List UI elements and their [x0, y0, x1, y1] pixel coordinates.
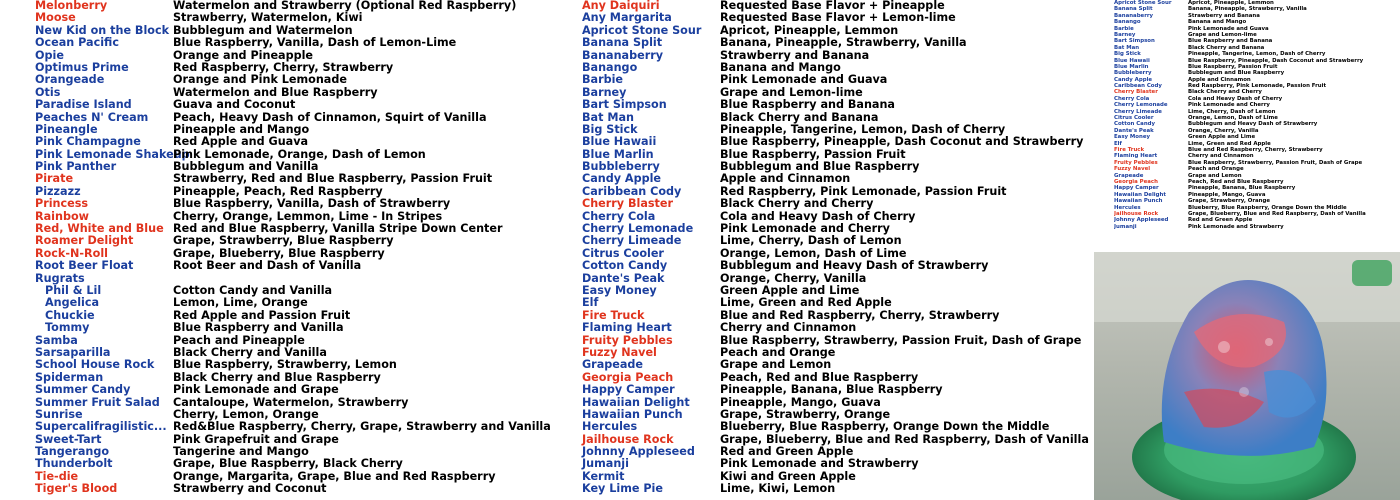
flavor-name: Barney — [582, 85, 627, 99]
flavor-name: Dante's Peak — [1114, 127, 1154, 134]
flavor-name: Grapeade — [582, 358, 643, 372]
flavor-description: Pineapple, Mango, Guava — [1188, 191, 1266, 198]
flavor-row — [1114, 224, 1400, 230]
flavor-description: Blue Raspberry, Strawberry, Passion Fruit, Dash of Grape — [720, 333, 1082, 347]
flavor-name: Happy Camper — [1114, 185, 1159, 192]
flavor-description: Red and Green Apple — [720, 445, 854, 459]
flavor-description: Blue and Red Raspberry, Cherry, Strawberry — [720, 308, 1000, 322]
flavor-row — [35, 359, 575, 371]
flavor-name: Pink Panther — [35, 160, 117, 174]
flavor-description: Pink Lemonade and Cherry — [720, 222, 890, 236]
flavor-row — [35, 297, 575, 309]
flavor-name: Pizzazz — [35, 184, 81, 198]
flavor-description: Blue Raspberry, Passion Fruit — [1188, 63, 1278, 70]
flavor-name: Ocean Pacific — [35, 36, 119, 50]
flavor-name: Opie — [35, 48, 64, 62]
flavor-name: Easy Money — [1114, 134, 1150, 141]
flavor-name: Flaming Heart — [1114, 153, 1158, 160]
flavor-name: Otis — [35, 85, 61, 99]
flavor-row — [35, 483, 575, 495]
flavor-name: Elf — [1114, 140, 1122, 147]
flavor-row — [582, 347, 1087, 359]
flavor-description: Lime, Cherry, Dash of Lemon — [720, 234, 902, 248]
flavor-name: Princess — [35, 197, 89, 211]
flavor-name: Chuckie — [45, 308, 95, 322]
flavor-list-column-2 — [582, 0, 1087, 496]
flavor-description: Banana, Pineapple, Strawberry, Vanilla — [1188, 6, 1307, 13]
flavor-description: Pink Lemonade and Guava — [720, 73, 888, 87]
flavor-row — [582, 136, 1087, 148]
flavor-name: Barbie — [1114, 25, 1134, 32]
flavor-description: Blue Raspberry, Vanilla, Dash of Lemon-Lime — [173, 36, 457, 50]
flavor-row — [582, 322, 1087, 334]
flavor-description: Blue Raspberry and Banana — [720, 98, 895, 112]
flavor-description: Kiwi and Green Apple — [720, 469, 856, 483]
flavor-name: Kermit — [582, 469, 625, 483]
flavor-description: Root Beer and Dash of Vanilla — [173, 259, 362, 273]
flavor-row — [582, 198, 1087, 210]
flavor-name: Cotton Candy — [582, 259, 668, 273]
flavor-description: Red&Blue Raspberry, Cherry, Grape, Strawberry and Vanilla — [173, 420, 551, 434]
flavor-name: Barney — [1114, 31, 1136, 38]
flavor-row — [582, 483, 1087, 495]
flavor-row — [582, 260, 1087, 272]
flavor-description: Orange, Margarita, Grape, Blue and Red Raspberry — [173, 469, 496, 483]
flavor-name: Fuzzy Navel — [582, 345, 657, 359]
flavor-name: Fruity Pebbles — [1114, 159, 1158, 166]
flavor-name: Bat Man — [582, 110, 634, 124]
flavor-name: Banango — [582, 60, 638, 74]
flavor-description: Peach and Orange — [1188, 166, 1244, 173]
flavor-name: Fuzzy Navel — [1114, 166, 1151, 173]
flavor-description: Pink Lemonade and Grape — [173, 383, 339, 397]
flavor-name: Peaches N' Cream — [35, 110, 149, 124]
flavor-name: Spiderman — [35, 370, 104, 384]
flavor-name: Optimus Prime — [35, 60, 129, 74]
flavor-description: Apple and Cinnamon — [720, 172, 851, 186]
flavor-description: Orange and Pineapple — [173, 48, 314, 62]
flavor-description: Red Raspberry, Pink Lemonade, Passion Fruit — [720, 184, 1007, 198]
flavor-description: Red and Green Apple — [1188, 217, 1253, 224]
flavor-description: Red Raspberry, Cherry, Strawberry — [173, 60, 394, 74]
flavor-row — [35, 198, 575, 210]
flavor-name: Banango — [1114, 19, 1141, 26]
flavor-description: Red Apple and Guava — [173, 135, 309, 149]
flavor-description: Grape, Strawberry, Orange — [1188, 198, 1270, 205]
flavor-name: Apricot Stone Sour — [1114, 0, 1172, 6]
flavor-name: School House Rock — [35, 358, 155, 372]
flavor-description: Red Raspberry, Pink Lemonade, Passion Fruit — [1188, 83, 1327, 90]
flavor-name: Fire Truck — [1114, 146, 1145, 153]
flavor-description: Grape and Lemon-lime — [720, 85, 863, 99]
flavor-description: Pink Lemonade and Guava — [1188, 25, 1269, 32]
flavor-name: Flaming Heart — [582, 321, 672, 335]
flavor-description: Peach, Heavy Dash of Cinnamon, Squirt of Vanilla — [173, 110, 487, 124]
flavor-list-column-1 — [35, 0, 575, 496]
flavor-name: Blue Marlin — [1114, 63, 1149, 70]
flavor-row — [35, 12, 575, 24]
flavor-name: Orangeade — [35, 73, 105, 87]
flavor-name: Rock-N-Roll — [35, 246, 108, 260]
flavor-name: Sarsaparilla — [35, 345, 111, 359]
flavor-description: Grape, Blue Raspberry, Black Cherry — [173, 457, 403, 471]
flavor-name: Any Daiquiri — [582, 0, 660, 12]
flavor-name: Cherry Limeade — [1114, 108, 1162, 115]
flavor-name: Jumanji — [582, 457, 629, 471]
flavor-description: Bubblegum and Watermelon — [173, 23, 353, 37]
flavor-name: Cherry Lemonade — [1114, 102, 1168, 109]
flavor-description: Lime, Kiwi, Lemon — [720, 482, 836, 496]
flavor-description: Lime, Cherry, Dash of Lemon — [1188, 108, 1276, 115]
flavor-description: Blue Raspberry, Pineapple, Dash Coconut and Strawberry — [1188, 57, 1364, 64]
flavor-row — [35, 260, 575, 272]
flavor-name: Dante's Peak — [582, 271, 665, 285]
flavor-name: Bananaberry — [1114, 12, 1154, 19]
flavor-description: Strawberry and Coconut — [173, 482, 327, 496]
flavor-description: Orange, Cherry, Vanilla — [720, 271, 867, 285]
snow-cone-photo — [1094, 252, 1400, 500]
flavor-name: Bubbleberry — [1114, 70, 1152, 77]
flavor-description: Pineapple, Banana, Blue Raspberry — [1188, 185, 1296, 192]
flavor-description: Pineapple and Mango — [173, 122, 310, 136]
flavor-description: Grape, Blueberry, Blue and Red Raspberry, Dash of Vanilla — [720, 432, 1089, 446]
flavor-name: Jailhouse Rock — [1114, 210, 1159, 217]
flavor-description: Tangerine and Mango — [173, 445, 309, 459]
flavor-name: Jumanji — [1114, 223, 1137, 230]
flavor-description: Peach, Red and Blue Raspberry — [720, 370, 919, 384]
flavor-description: Apricot, Pineapple, Lemmon — [1188, 0, 1274, 6]
flavor-row — [582, 359, 1087, 371]
flavor-list-thumbnail — [1114, 0, 1400, 248]
flavor-name: Tiger's Blood — [35, 482, 118, 496]
flavor-name: Red, White and Blue — [35, 222, 164, 236]
flavor-description: Strawberry, Red and Blue Raspberry, Passion Fruit — [173, 172, 493, 186]
flavor-description: Blueberry, Blue Raspberry, Orange Down the Middle — [1188, 204, 1347, 211]
flavor-name: Hawaiian Delight — [582, 395, 690, 409]
flavor-description: Blue Raspberry, Pineapple, Dash Coconut and Strawberry — [720, 135, 1084, 149]
flavor-name: Thunderbolt — [35, 457, 113, 471]
flavor-name: Rainbow — [35, 209, 89, 223]
flavor-description: Red Apple and Passion Fruit — [173, 308, 351, 322]
flavor-description: Pink Grapefruit and Grape — [173, 432, 339, 446]
flavor-name: Bart Simpson — [1114, 38, 1155, 45]
flavor-name: Caribbean Cody — [582, 184, 682, 198]
flavor-description: Grape and Lemon-lime — [1188, 31, 1257, 38]
flavor-row — [582, 235, 1087, 247]
flavor-description: Grape, Blueberry, Blue and Red Raspberry, Dash of Vanilla — [1188, 210, 1366, 217]
flavor-description: Requested Base Flavor + Lemon-lime — [720, 11, 956, 25]
flavor-description: Cotton Candy and Vanilla — [173, 283, 333, 297]
flavor-name: Hercules — [1114, 204, 1141, 211]
flavor-description: Watermelon and Blue Raspberry — [173, 85, 378, 99]
flavor-name: Summer Fruit Salad — [35, 395, 160, 409]
flavor-name: Roamer Delight — [35, 234, 134, 248]
flavor-name: Supercalifragilistic... — [35, 420, 167, 434]
flavor-description: Pink Lemonade and Cherry — [1188, 102, 1270, 109]
flavor-description: Orange and Pink Lemonade — [173, 73, 347, 87]
flavor-name: Fire Truck — [582, 308, 645, 322]
flavor-name: Samba — [35, 333, 78, 347]
flavor-description: Blue Raspberry, Vanilla, Dash of Strawberry — [173, 197, 451, 211]
flavor-description: Grape, Blueberry, Blue Raspberry — [173, 246, 385, 260]
flavor-description: Blue Raspberry, Passion Fruit — [720, 147, 906, 161]
flavor-description: Pink Lemonade and Strawberry — [1188, 223, 1284, 230]
flavor-description: Strawberry and Banana — [720, 48, 870, 62]
flavor-row — [35, 74, 575, 86]
flavor-description: Lime, Green and Red Apple — [1188, 140, 1271, 147]
flavor-name: Bart Simpson — [582, 98, 667, 112]
flavor-description: Pineapple, Tangerine, Lemon, Dash of Cherry — [1188, 51, 1326, 58]
flavor-description: Apricot, Pineapple, Lemmon — [720, 23, 899, 37]
flavor-name: Banana Split — [1114, 6, 1153, 13]
flavor-description: Pineapple, Peach, Red Raspberry — [173, 184, 383, 198]
flavor-name: Rugrats — [35, 271, 85, 285]
flavor-description: Peach and Pineapple — [173, 333, 305, 347]
flavor-name: Sunrise — [35, 407, 83, 421]
flavor-row — [582, 384, 1087, 396]
flavor-name: Citrus Cooler — [582, 246, 664, 260]
flavor-name: Tie-die — [35, 469, 79, 483]
flavor-description: Pineapple, Mango, Guava — [720, 395, 881, 409]
flavor-row — [582, 421, 1087, 433]
flavor-description: Banana and Mango — [720, 60, 841, 74]
flavor-row — [582, 173, 1087, 185]
flavor-name: Jailhouse Rock — [582, 432, 674, 446]
flavor-description: Orange, Lemon, Dash of Lime — [1188, 115, 1278, 122]
flavor-name: Big Stick — [1114, 51, 1141, 58]
flavor-description: Pineapple, Banana, Blue Raspberry — [720, 383, 943, 397]
flavor-description: Orange, Cherry, Vanilla — [1188, 127, 1259, 134]
flavor-description: Pink Lemonade and Strawberry — [720, 457, 919, 471]
flavor-name: Pirate — [35, 172, 74, 186]
flavor-row — [35, 384, 575, 396]
flavor-row — [35, 99, 575, 111]
flavor-row — [582, 74, 1087, 86]
flavor-description: Grape, Strawberry, Orange — [720, 407, 891, 421]
flavor-description: Cantaloupe, Watermelon, Strawberry — [173, 395, 409, 409]
flavor-description: Banana and Mango — [1188, 19, 1247, 26]
flavor-name: Hawaiian Punch — [582, 407, 683, 421]
flavor-name: Melonberry — [35, 0, 108, 12]
flavor-row — [582, 297, 1087, 309]
flavor-description: Cherry, Orange, Lemmon, Lime - In Stripes — [173, 209, 443, 223]
flavor-row — [35, 173, 575, 185]
flavor-description: Strawberry, Watermelon, Kiwi — [173, 11, 363, 25]
flavor-name: Pineangle — [35, 122, 98, 136]
flavor-name: Cherry Blaster — [582, 197, 674, 211]
flavor-description: Lemon, Lime, Orange — [173, 296, 308, 310]
flavor-description: Grape and Lemon — [720, 358, 832, 372]
flavor-name: Happy Camper — [582, 383, 675, 397]
flavor-description: Cherry and Cinnamon — [1188, 153, 1254, 160]
flavor-name: Hawaiian Punch — [1114, 198, 1163, 205]
flavor-row — [35, 136, 575, 148]
flavor-name: Georgia Peach — [1114, 178, 1158, 185]
flavor-name: Citrus Cooler — [1114, 115, 1154, 122]
flavor-name: Grapeade — [1114, 172, 1144, 179]
flavor-description: Blueberry, Blue Raspberry, Orange Down the Middle — [720, 420, 1050, 434]
flavor-name: Pink Lemonade Shakeup — [35, 147, 190, 161]
flavor-name: Bat Man — [1114, 44, 1140, 51]
flavor-name: New Kid on the Block — [35, 23, 170, 37]
flavor-name: Tangerango — [35, 445, 110, 459]
flavor-name: Candy Apple — [582, 172, 662, 186]
flavor-row — [35, 37, 575, 49]
flavor-description: Cola and Heavy Dash of Cherry — [720, 209, 916, 223]
flavor-description: Green Apple and Lime — [720, 283, 860, 297]
flavor-description: Bubblegum and Blue Raspberry — [1188, 70, 1285, 77]
flavor-description: Banana, Pineapple, Strawberry, Vanilla — [720, 36, 967, 50]
flavor-name: Root Beer Float — [35, 259, 134, 273]
flavor-name: Banana Split — [582, 36, 663, 50]
flavor-name: Pink Champagne — [35, 135, 141, 149]
flavor-description: Guava and Coconut — [173, 98, 296, 112]
flavor-name: Cotton Candy — [1114, 121, 1156, 128]
flavor-name: Any Margarita — [582, 11, 672, 25]
flavor-name: Big Stick — [582, 122, 638, 136]
flavor-name: Elf — [582, 296, 599, 310]
flavor-name: Hawaiian Delight — [1114, 191, 1166, 198]
flavor-description: Black Cherry and Vanilla — [173, 345, 327, 359]
snow-cone-illustration — [1094, 252, 1400, 500]
flavor-description: Cola and Heavy Dash of Cherry — [1188, 95, 1283, 102]
flavor-name: Apricot Stone Sour — [582, 23, 702, 37]
flavor-description: Green Apple and Lime — [1188, 134, 1256, 141]
flavor-row — [582, 458, 1087, 470]
flavor-description: Pineapple, Tangerine, Lemon, Dash of Cherry — [720, 122, 1006, 136]
flavor-description: Black Cherry and Cherry — [1188, 89, 1262, 96]
flavor-name: Key Lime Pie — [582, 482, 663, 496]
flavor-name: Summer Candy — [35, 383, 131, 397]
flavor-description: Grape, Strawberry, Blue Raspberry — [173, 234, 394, 248]
flavor-name: Cherry Lemonade — [582, 222, 694, 236]
flavor-description: Black Cherry and Banana — [1188, 44, 1265, 51]
flavor-name: Cherry Limeade — [582, 234, 682, 248]
flavor-description: Cherry and Cinnamon — [720, 321, 857, 335]
flavor-description: Red and Blue Raspberry, Vanilla Stripe Down Center — [173, 222, 503, 236]
flavor-description: Peach and Orange — [720, 345, 836, 359]
flavor-description: Orange, Lemon, Dash of Lime — [720, 246, 907, 260]
flavor-name: Barbie — [582, 73, 624, 87]
flavor-description: Bubblegum and Blue Raspberry — [720, 160, 920, 174]
flavor-name: Bananaberry — [582, 48, 664, 62]
flavor-description: Bubblegum and Heavy Dash of Strawberry — [1188, 121, 1318, 128]
flavor-description: Pink Lemonade, Orange, Dash of Lemon — [173, 147, 426, 161]
flavor-description: Blue Raspberry and Banana — [1188, 38, 1273, 45]
flavor-name: Caribbean Cody — [1114, 83, 1162, 90]
flavor-row — [582, 99, 1087, 111]
flavor-name: Johnny Appleseed — [1114, 217, 1169, 224]
flavor-description: Strawberry and Banana — [1188, 12, 1260, 19]
flavor-description: Blue Raspberry, Strawberry, Passion Fruit, Dash of Grape — [1188, 159, 1363, 166]
flavor-description: Bubblegum and Heavy Dash of Strawberry — [720, 259, 989, 273]
flavor-name: Cherry Cola — [1114, 95, 1150, 102]
flavor-name: Angelica — [45, 296, 100, 310]
flavor-name: Paradise Island — [35, 98, 132, 112]
flavor-row — [35, 322, 575, 334]
flavor-description: Black Cherry and Banana — [720, 110, 879, 124]
flavor-description: Watermelon and Strawberry (Optional Red Raspberry) — [173, 0, 517, 12]
flavor-description: Bubblegum and Vanilla — [173, 160, 319, 174]
flavor-name: Bubbleberry — [582, 160, 660, 174]
flavor-description: Black Cherry and Blue Raspberry — [173, 370, 381, 384]
flavor-row — [582, 12, 1087, 24]
flavor-description: Cherry, Lemon, Orange — [173, 407, 319, 421]
flavor-name: Cherry Blaster — [1114, 89, 1158, 96]
flavor-description: Blue Raspberry and Vanilla — [173, 321, 344, 335]
flavor-name: Phil & Lil — [45, 283, 102, 297]
flavor-name: Blue Marlin — [582, 147, 654, 161]
flavor-description: Blue and Red Raspberry, Cherry, Strawberry — [1188, 146, 1323, 153]
flavor-name: Tommy — [45, 321, 90, 335]
flavor-description: Black Cherry and Cherry — [720, 197, 874, 211]
flavor-name: Candy Apple — [1114, 76, 1153, 83]
flavor-description: Requested Base Flavor + Pineapple — [720, 0, 945, 12]
flavor-row — [35, 421, 575, 433]
flavor-name: Moose — [35, 11, 76, 25]
flavor-name: Sweet-Tart — [35, 432, 102, 446]
flavor-name: Blue Hawaii — [582, 135, 657, 149]
flavor-name: Hercules — [582, 420, 638, 434]
flavor-name: Georgia Peach — [582, 370, 674, 384]
flavor-name: Easy Money — [582, 283, 657, 297]
flavor-name: Cherry Cola — [582, 209, 656, 223]
flavor-description: Peach, Red and Blue Raspberry — [1188, 178, 1284, 185]
flavor-row — [582, 37, 1087, 49]
flavor-description: Blue Raspberry, Strawberry, Lemon — [173, 358, 397, 372]
flavor-description: Lime, Green and Red Apple — [720, 296, 892, 310]
flavor-name: Johnny Appleseed — [582, 445, 695, 459]
flavor-row — [35, 458, 575, 470]
flavor-row — [35, 235, 575, 247]
flavor-name: Blue Hawaii — [1114, 57, 1150, 64]
flavor-name: Fruity Pebbles — [582, 333, 673, 347]
flavor-description: Grape and Lemon — [1188, 172, 1242, 179]
flavor-description: Apple and Cinnamon — [1188, 76, 1251, 83]
